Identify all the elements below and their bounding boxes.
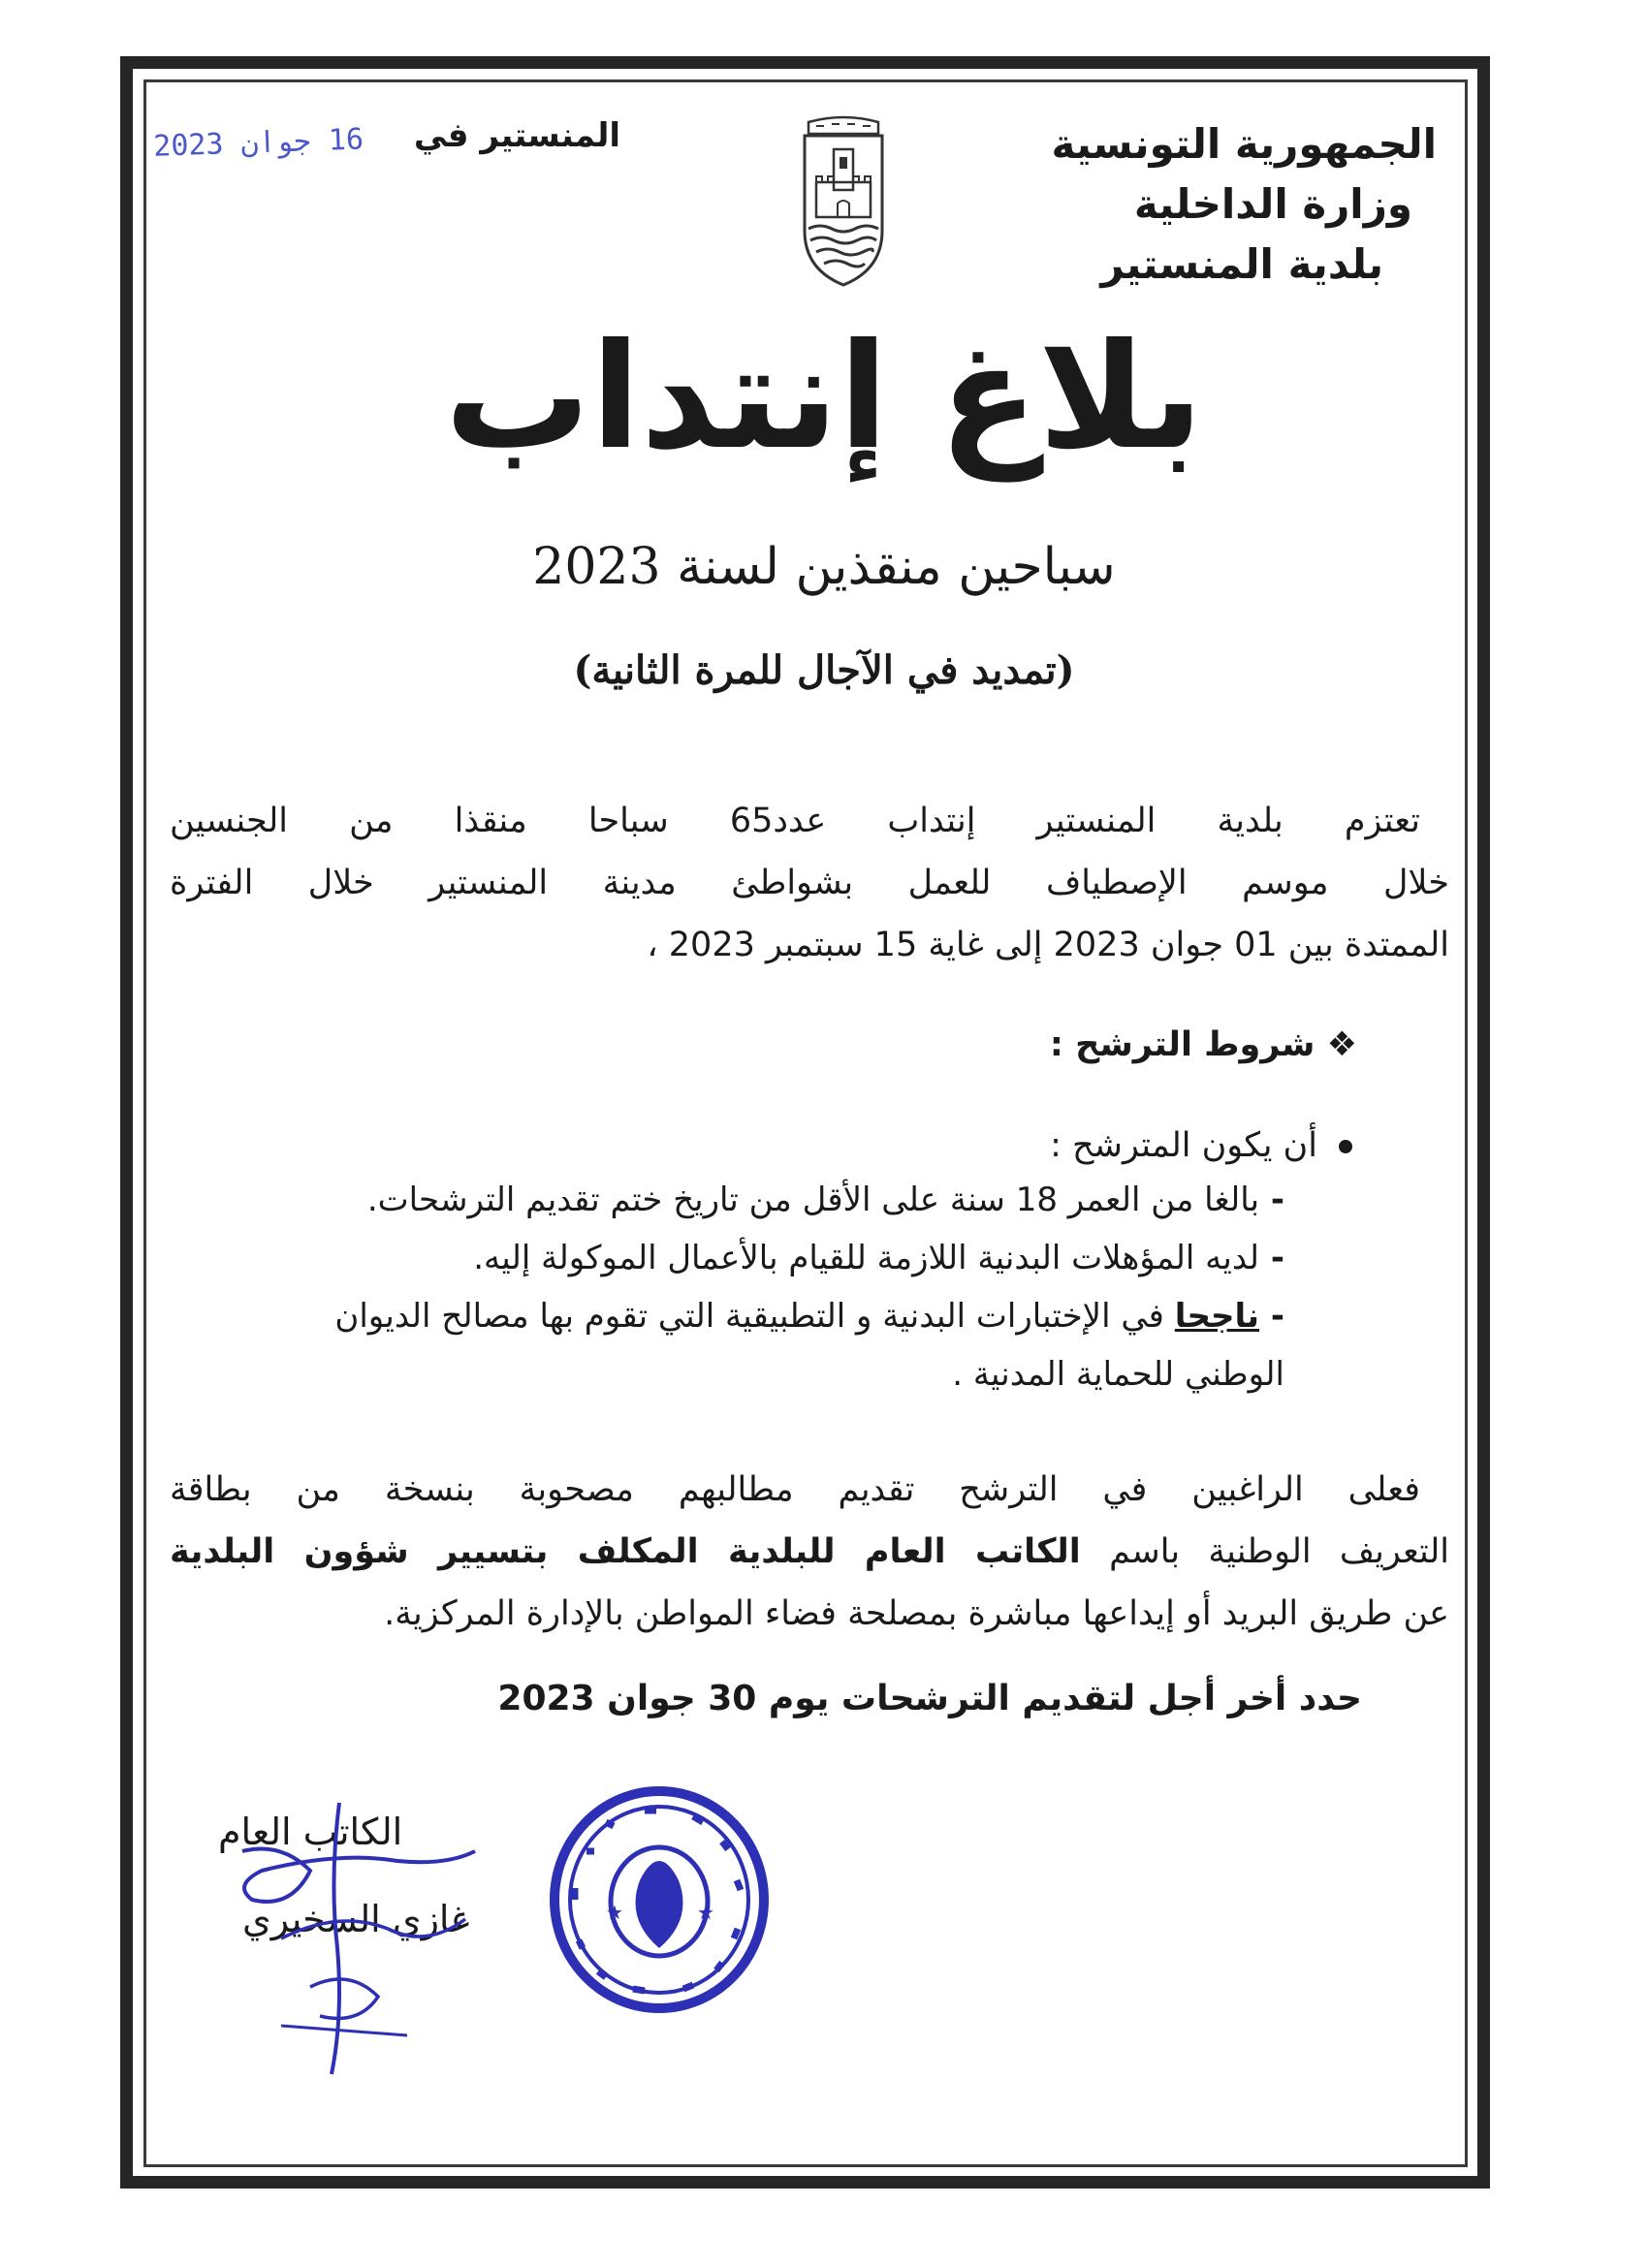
condition-age: بالغا من العمر 18 سنة على الأقل من تاريخ ختم تقديم الترشحات. — [366, 1181, 1260, 1219]
condition-pass-emphasis: ناجحا — [1174, 1297, 1260, 1336]
notice-title: بلاغ إنتداب — [444, 313, 1204, 482]
signatory-title: الكاتب العام — [218, 1811, 403, 1853]
intro-line-2: خلال موسم الإصطياف للعمل بشواطئ مدينة المنستير خلال الفترة — [170, 864, 1449, 902]
svg-text:★: ★ — [606, 1901, 623, 1924]
extension-note: (تمديد في الآجال للمرة الثانية) — [573, 647, 1075, 693]
conditions-lead-text: أن يكون المترشح : — [1050, 1126, 1317, 1165]
svg-text:★: ★ — [697, 1901, 714, 1924]
header-line-ministry: وزارة الداخلية — [1133, 180, 1412, 228]
bullet-icon — [1339, 1140, 1352, 1153]
signatory-name: غازي السخيري — [242, 1898, 470, 1940]
header-line-municipality: بلدية المنستير — [1100, 240, 1383, 288]
municipality-crest-icon — [795, 114, 892, 287]
condition-tests: في الإختبارات البدنية و التطبيقية التي تقوم بها مصالح الديوان — [334, 1297, 1164, 1336]
condition-continuation: الوطني للحماية المدنية . — [952, 1355, 1284, 1394]
place-label: المنستير في — [413, 116, 620, 155]
application-line-2-prefix: التعريف الوطنية باسم — [1109, 1532, 1450, 1571]
notice-subtitle: سباحين منقذين لسنة 2023 — [532, 538, 1116, 596]
conditions-list — [189, 1171, 1284, 1403]
intro-line-1: تعتزم بلدية المنستير إنتداب عدد65 سباحا منقذا من الجنسين — [170, 802, 1420, 840]
intro-line-3: الممتدة بين 01 جوان 2023 إلى غاية 15 سبتمبر 2023 ، — [647, 926, 1449, 964]
application-paragraph — [170, 1459, 1449, 1645]
date-stamp: 16 جوان 2023 — [152, 122, 364, 164]
condition-fitness: لديه المؤهلات البدنية اللازمة للقيام بالأعمال الموكولة إليه. — [473, 1239, 1260, 1277]
conditions-lead — [1050, 1126, 1352, 1165]
header-line-republic: الجمهورية التونسية — [1051, 120, 1437, 168]
issuer-header — [933, 114, 1437, 295]
application-line-2 — [170, 1521, 1449, 1583]
application-line-1: فعلى الراغبين في الترشح تقديم مطالبهم مصحوبة بنسخة من بطاقة — [170, 1470, 1420, 1509]
application-addressee: الكاتب العام للبلدية المكلف بتسيير شؤون البلدية — [170, 1532, 1081, 1571]
condition-item: - لديه المؤهلات البدنية اللازمة للقيام بالأعمال الموكولة إليه. — [473, 1239, 1284, 1277]
official-seal-icon — [548, 1783, 771, 2016]
condition-item: - ناجحا في الإختبارات البدنية و التطبيقية التي تقوم بها مصالح الديوان — [334, 1297, 1284, 1336]
application-line-3: عن طريق البريد أو إيداعها مباشرة بمصلحة فضاء المواطن بالإدارة المركزية. — [384, 1594, 1449, 1633]
deadline-line: حدد أخر أجل لتقديم الترشحات يوم 30 جوان 2023 — [497, 1679, 1362, 1718]
condition-item: - بالغا من العمر 18 سنة على الأقل من تاريخ ختم تقديم الترشحات. — [366, 1181, 1284, 1219]
conditions-heading: ❖ شروط الترشح : — [1049, 1025, 1357, 1064]
handwritten-signature — [223, 1793, 543, 2084]
intro-paragraph — [170, 790, 1449, 976]
